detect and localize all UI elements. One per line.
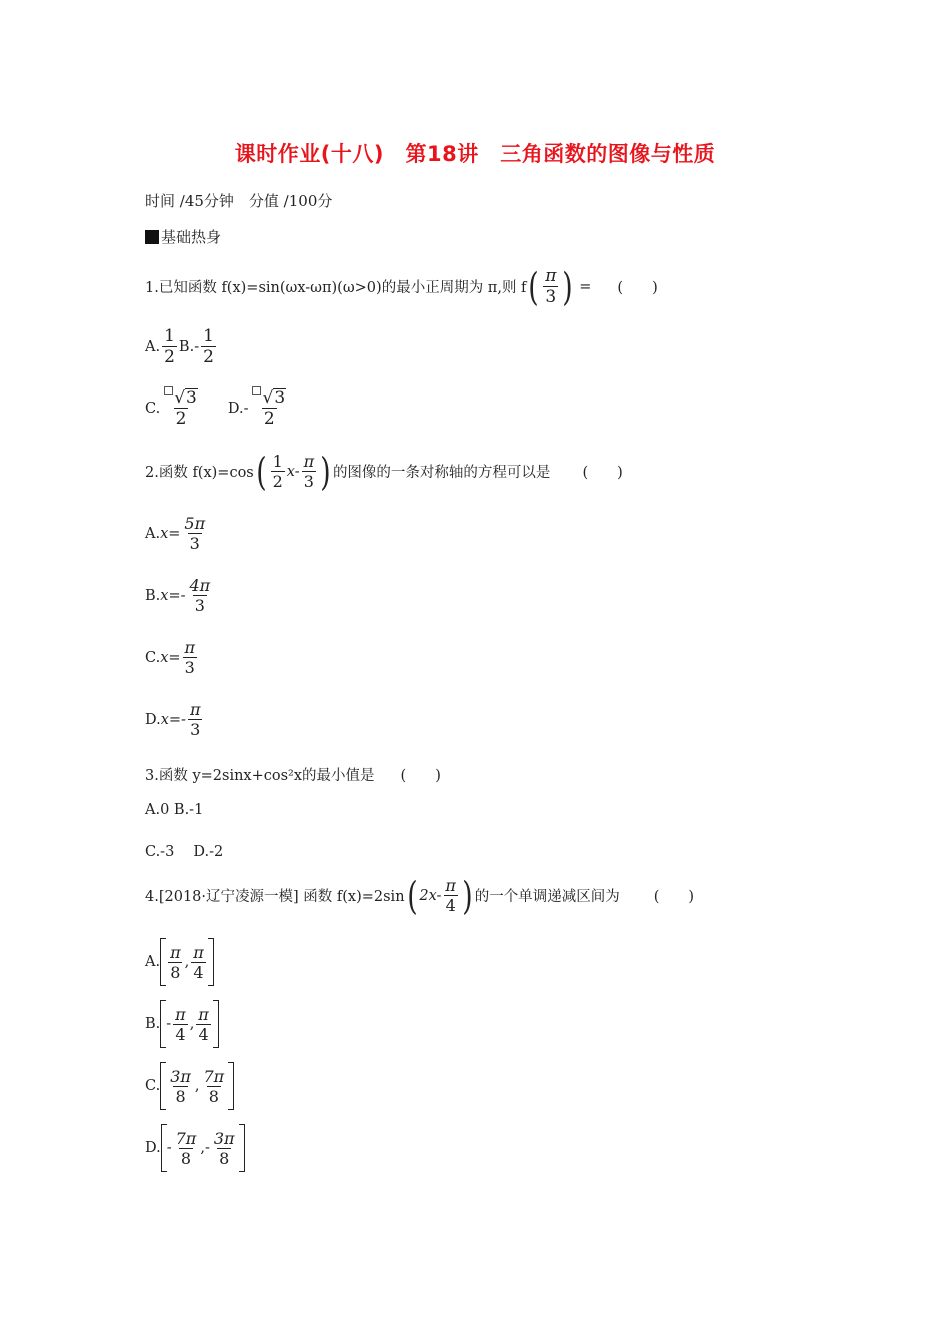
question-1: [145, 266, 658, 307]
q2-option-d: D. x=- $\frac{\pi}{3}$: [145, 700, 201, 739]
right-paren: ): [320, 449, 331, 494]
q1-options-cd: [145, 388, 290, 429]
q2-stem: 2.函数 f(x)=cos: [145, 465, 254, 481]
left-bracket: [160, 1062, 166, 1110]
q1-option-d: √ 3 2: [250, 388, 288, 429]
left-paren: (: [406, 873, 418, 918]
left-bracket: [160, 938, 166, 986]
q1-option-b-sign: -: [194, 338, 200, 355]
q2-option-c: C. x= $\frac{\pi}{3}$: [145, 638, 196, 677]
q1-option-b: $\frac{1}{2}$: [203, 326, 214, 367]
q2-half: $\frac{1}{2}$: [272, 452, 283, 491]
right-bracket: [239, 1124, 245, 1172]
square-bullet-icon: [145, 230, 159, 244]
right-paren: ): [562, 264, 574, 309]
q1-option-a-label: A.: [145, 338, 161, 355]
q4-option-c: C. $\frac{3\pi}{8}$ , $\frac{7\pi}{8}$: [145, 1062, 234, 1110]
q1-option-c: √ 3 2: [162, 388, 200, 429]
q1-answer-blank: ( ): [617, 280, 658, 296]
q2-x: x-: [286, 463, 300, 480]
question-3: [145, 764, 441, 785]
q3-answer-blank: ( ): [400, 768, 441, 784]
q2-tail: 的图像的一条对称轴的方程可以是: [332, 465, 551, 481]
q2-option-a: A. x= $\frac{5\pi}{3}$: [145, 514, 206, 553]
q1-options-ab: [145, 326, 218, 367]
right-bracket: [208, 938, 214, 986]
question-4: [145, 873, 695, 918]
question-2: [145, 449, 623, 494]
left-paren: (: [528, 264, 540, 309]
q4-option-b: B. - $\frac{\pi}{4}$ , $\frac{\pi}{4}$: [145, 1000, 219, 1048]
q3-options-cd: C.-3 D.-2: [145, 844, 224, 860]
q1-eq: =: [579, 278, 592, 295]
q4-inner: 2x-: [419, 887, 442, 904]
q2-option-b: B. x=- $\frac{4\pi}{3}$: [145, 576, 211, 615]
q4-answer-blank: ( ): [653, 889, 695, 905]
q4-option-d: D. - $\frac{7\pi}{8}$ , - $\frac{3\pi}{8}$: [145, 1124, 245, 1172]
q2-answer-blank: ( ): [582, 465, 623, 481]
q1-stem: 1.已知函数 f(x)=sin(ωx-ωπ)(ω>0)的最小正周期为 π,则 f: [145, 280, 527, 296]
right-bracket: [228, 1062, 234, 1110]
section-label: 基础热身: [161, 228, 222, 246]
q3-stem: 3.函数 y=2sinx+cos²x的最小值是: [145, 768, 375, 784]
left-paren: (: [255, 449, 267, 494]
right-bracket: [213, 1000, 219, 1048]
q4-tail: 的一个单调递减区间为: [474, 889, 620, 905]
q1-option-b-label: B.: [178, 338, 195, 355]
q4-stem: 4.[2018·辽宁凌源一模] 函数 f(x)=2sin: [145, 889, 405, 905]
q1-option-c-label: C.: [145, 400, 161, 417]
q2-pi-third: $\frac{\pi}{3}$: [303, 452, 315, 491]
q1-fraction: $\frac{\pi}{3}$: [545, 266, 557, 307]
q1-option-a: $\frac{1}{2}$: [164, 326, 175, 367]
q1-option-d-label: D.: [227, 400, 244, 417]
q4-pi-quarter: $\frac{\pi}{4}$: [445, 876, 456, 915]
right-paren: ): [462, 873, 473, 918]
placeholder-box-icon: [252, 386, 261, 395]
section-heading: [145, 226, 221, 247]
placeholder-box-icon: [164, 386, 173, 395]
q4-option-a: A. $\frac{\pi}{8}$ , $\frac{\pi}{4}$: [145, 938, 214, 986]
page-title: 课时作业(十八) 第18讲 三角函数的图像与性质: [234, 142, 716, 166]
q3-options-ab: A.0 B.-1: [145, 802, 204, 818]
time-score-info: 时间 ∕45分钟 分值 ∕100分: [145, 192, 333, 210]
q1-option-d-sign: -: [243, 400, 249, 417]
